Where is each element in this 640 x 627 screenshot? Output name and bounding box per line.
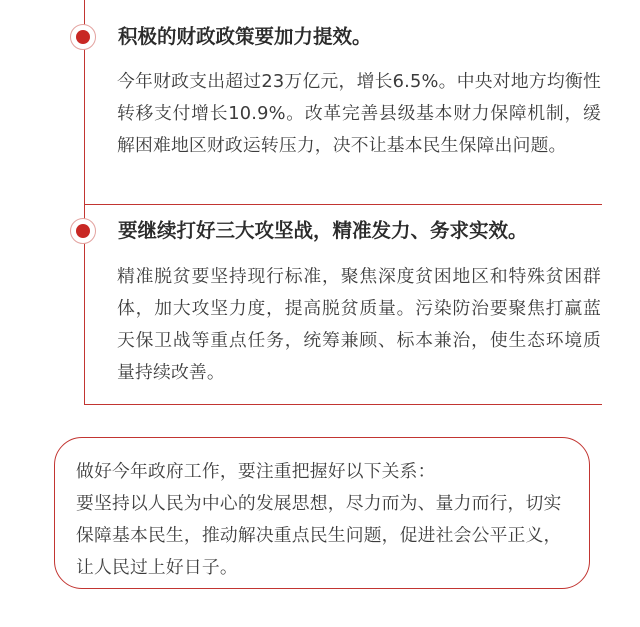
section-body: 今年财政支出超过23万亿元，增长6.5%。中央对地方均衡性转移支付增长10.9%。改革完善县级基本财力保障机制，缓解困难地区财政运转压力，决不让基本民生保障出问题。 <box>117 71 601 156</box>
section-divider <box>84 204 602 205</box>
section-divider <box>84 404 602 405</box>
red-dot-icon <box>70 218 96 244</box>
red-dot-icon <box>70 24 96 50</box>
summary-body: 要坚持以人民为中心的发展思想，尽力而为、量力而行，切实保障基本民生，推动解决重点民生问题，促进社会公平正义，让人民过上好日子。 <box>76 493 562 578</box>
section-body: 精准脱贫要坚持现行标准，聚焦深度贫困地区和特殊贫困群体，加大攻坚力度，提高脱贫质量。污染防治要聚焦打赢蓝天保卫战等重点任务，统筹兼顾、标本兼治，使生态环境质量持续改善。 <box>117 266 601 383</box>
summary-box <box>54 437 590 589</box>
section-heading: 要继续打好三大攻坚战，精准发力、务求实效。 <box>118 219 528 242</box>
section-heading: 积极的财政政策要加力提效。 <box>118 25 372 48</box>
summary-intro: 做好今年政府工作，要注重把握好以下关系： <box>76 461 436 482</box>
timeline-line <box>84 0 85 405</box>
